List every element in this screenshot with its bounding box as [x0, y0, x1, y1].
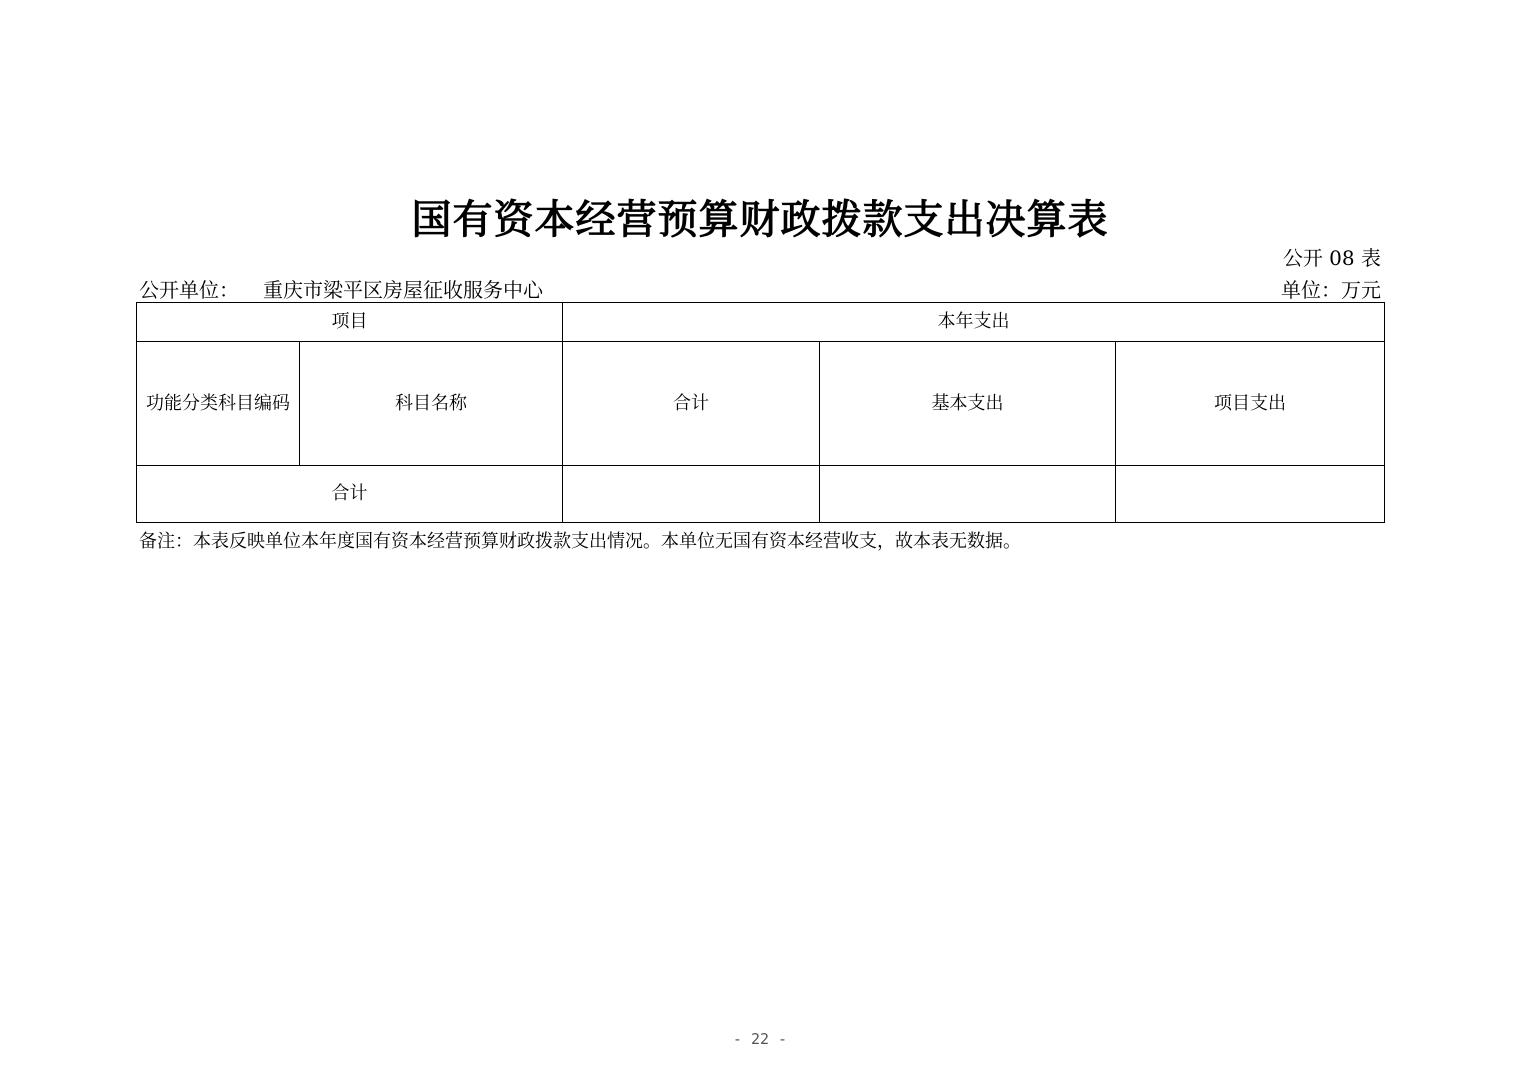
- total-row-project: [1116, 466, 1385, 523]
- table-note: 备注：本表反映单位本年度国有资本经营预算财政拨款支出情况。本单位无国有资本经营收支，故本表无数据。: [139, 531, 1021, 552]
- form-number: 公开 08 表: [1282, 246, 1381, 270]
- table-row-total: [137, 466, 1385, 523]
- column-header-code: 功能分类科目编码: [137, 342, 300, 466]
- header-item-group: 项目: [137, 303, 563, 342]
- page-number: - 22 -: [732, 1030, 788, 1048]
- expenditure-table: [136, 302, 1385, 523]
- total-row-label: 合计: [137, 466, 563, 523]
- column-header-name: 科目名称: [300, 342, 563, 466]
- reporting-unit: [139, 274, 543, 303]
- table-header-row-columns: [137, 342, 1385, 466]
- column-header-project: 项目支出: [1116, 342, 1385, 466]
- total-row-basic: [820, 466, 1116, 523]
- column-header-total: 合计: [563, 342, 820, 466]
- currency-unit: 单位：万元: [1281, 278, 1381, 302]
- total-row-total: [563, 466, 820, 523]
- header-expense-group: 本年支出: [563, 303, 1385, 342]
- table-header-row-group: [137, 303, 1385, 342]
- document-title: 国有资本经营预算财政拨款支出决算表: [411, 196, 1109, 243]
- reporting-unit-label: 公开单位：: [139, 278, 239, 302]
- reporting-unit-name: 重庆市梁平区房屋征收服务中心: [263, 278, 543, 302]
- column-header-basic: 基本支出: [820, 342, 1116, 466]
